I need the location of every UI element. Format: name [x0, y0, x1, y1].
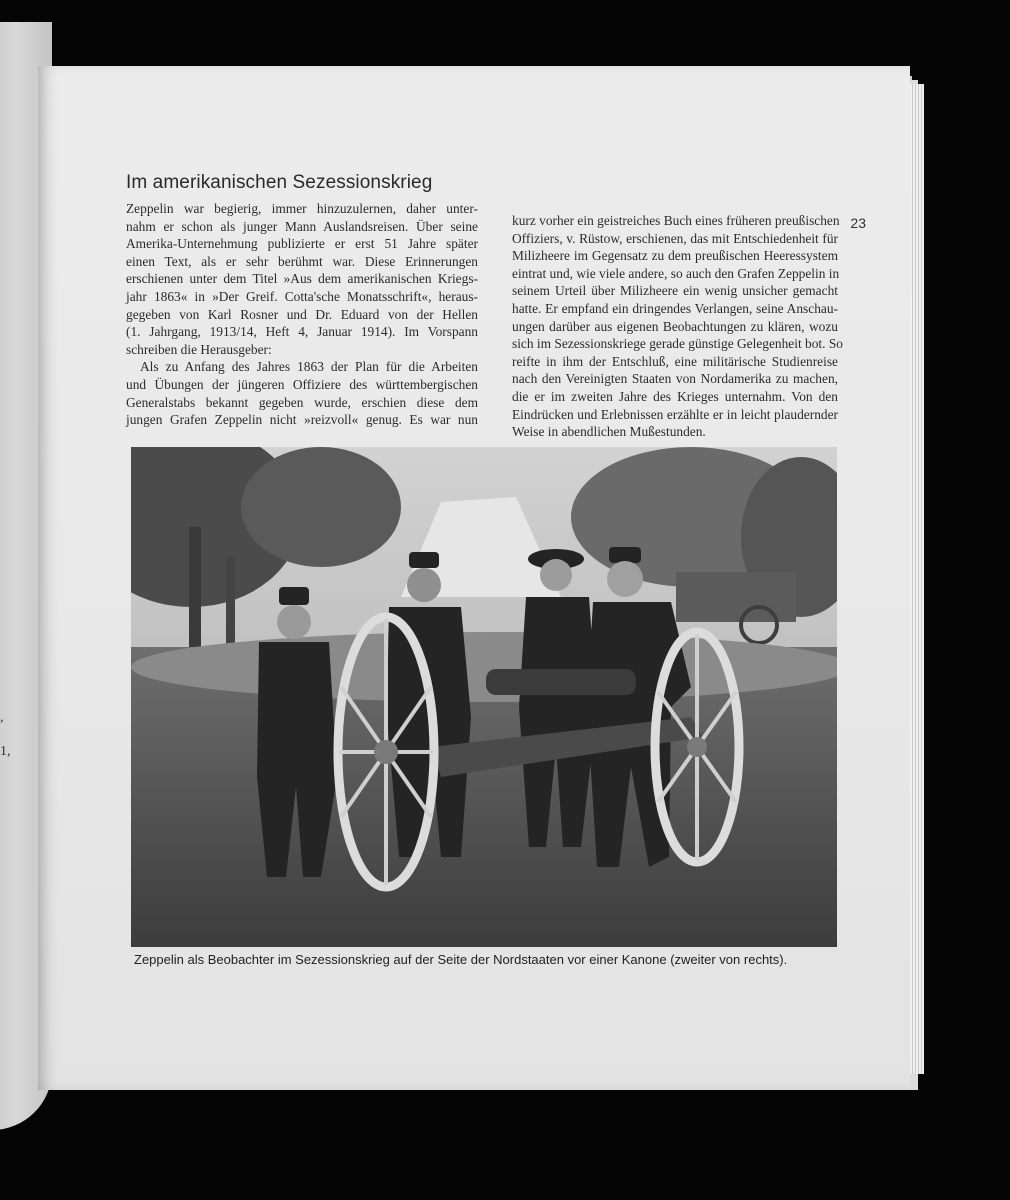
text-line: eintrat und, wie viele andere, so auch den Grafen Zeppelin in — [512, 265, 840, 281]
book-page — [38, 66, 910, 1090]
page-edge — [910, 84, 924, 1074]
chapter-title: Im amerikanischen Sezessionskrieg — [126, 172, 433, 193]
text-line: Amerika-Unternehmung publizierte er erst 51 Jahre später — [126, 236, 478, 252]
text-line: Zeppelin war begierig, immer hinzuzulernen, daher unter- — [126, 201, 478, 216]
text-line: Milizheere im Gegensatz zu dem preußischen Heeressystem — [512, 248, 838, 264]
text-line: jungen Grafen Zeppelin nicht »reizvoll« genug. Es war nun — [126, 412, 478, 428]
text-line: Als zu Anfang des Jahres 1863 der Plan für die Arbeiten — [140, 359, 478, 375]
text-line: schreiben die Herausgeber: — [126, 341, 272, 357]
text-line: hatte. Er empfand ein dringendes Verlangen, seine Anschau- — [512, 300, 838, 316]
left-page-fragment: , — [0, 710, 4, 725]
text-line: reifte in ihm der Entschluß, eine militärische Studienreise — [512, 353, 838, 369]
text-line: gegeben von Karl Rosner und Dr. Eduard von der Hellen — [126, 306, 478, 322]
photograph-image — [131, 447, 837, 947]
text-line: einen Text, als er sehr berühmt war. Diese Erinnerungen — [126, 253, 478, 269]
text-line: kurz vorher ein geistreiches Buch eines früheren preußischen — [512, 213, 840, 228]
text-line: und Übungen der jüngeren Offiziere des württembergischen — [126, 376, 478, 392]
text-line: ungen darüber aus eigenen Beobachtungen zu klären, wozu — [512, 318, 838, 334]
text-line: die er im zweiten Jahre des Krieges unternahm. Von den — [512, 388, 838, 404]
text-line: sich im Sezessionskriege gerade günstige Gelegenheit bot. So — [512, 336, 843, 352]
historical-photograph — [131, 447, 837, 947]
left-page-fragment: 1, — [0, 744, 11, 759]
photo-caption: Zeppelin als Beobachter im Sezessionskrieg auf der Seite der Nordstaaten vor einer Kanone (zweiter von rechts). — [134, 952, 788, 967]
text-line: erschienen unter dem Titel »Aus dem amerikanischen Kriegs- — [126, 271, 478, 287]
text-line: Offiziers, v. Rüstow, erschienen, das mit Entschiedenheit für — [512, 230, 838, 246]
text-line: Generalstabs bekannt gegeben wurde, erschien diese dem — [126, 394, 478, 410]
text-line: Weise in abendlichen Mußestunden. — [512, 424, 706, 440]
text-column-left — [126, 200, 478, 429]
text-line: (1. Jahrgang, 1913/14, Heft 4, Januar 1914). Im Vorspann — [126, 324, 478, 340]
text-line: Eindrücken und Erlebnissen erzählte er in leicht plaudernder — [512, 406, 838, 422]
text-line: nach den Vereinigten Staaten von Nordamerika zu machen, — [512, 371, 838, 387]
text-line: jahr 1863« in »Der Greif. Cotta'sche Monatsschrift«, heraus- — [126, 288, 478, 304]
page-number: 23 — [850, 215, 866, 231]
text-line: seinem Urteil über Milizheere ein wenig unsicher gemacht — [512, 283, 838, 299]
text-column-right — [512, 212, 843, 441]
text-line: nahm er schon als junger Mann Auslandsreisen. Über seine — [126, 218, 478, 234]
